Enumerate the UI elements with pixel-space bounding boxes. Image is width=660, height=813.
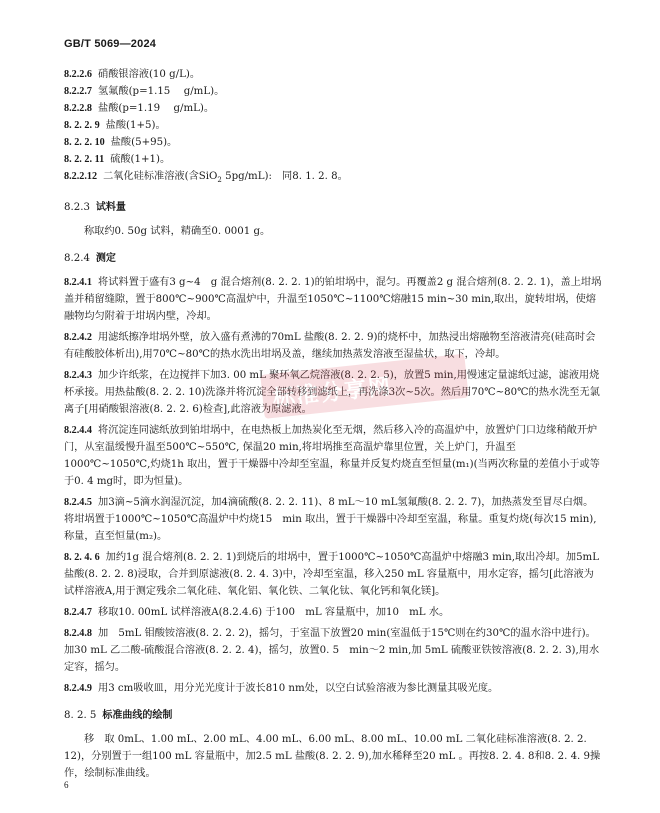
procedure-step: 8.2.4.8 加 5mL 钼酸铵溶液(8. 2. 2. 2)，摇匀，于室温下放置20 min(室温低于15℃则在约30℃的温水浴中进行)。加30 mL 乙二酸-硫酸混合溶液(8. 2. 2. 4)，摇匀，放置0. 5 min～2 min,加 5mL 硫酸亚铁铵溶液(8. 2. 2. 3),用水定容，摇匀。 [64, 628, 600, 674]
procedure-step: 8. 2. 4. 6 加约1g 混合熔剂(8. 2. 2. 1)到烧后的坩埚中，置于1000℃~1050℃高温炉中熔融3 min,取出冷却。加5mL 盐酸(8. 2. 2. 8)浸取，合并到原滤液(8. 2. 4. 3)中，冷却至室温，移入250 mL 容量瓶中，用水定容，摇匀[此溶液为试样溶液A,用于测定残余二氧化硅、氧化铝、氧化铁、二氧化钛、氧化钙和氧化镁]。 [64, 552, 599, 598]
standard-code: GB/T 5069—2024 [64, 38, 157, 50]
procedure-step: 8.2.4.4 将沉淀连同滤纸放到铂坩埚中，在电热板上加热炭化至无烟，然后移入冷的高温炉中，放置炉门口边缘稍敞开炉门，从室温缓慢升温至500℃~550℃, 保温20 min,将坩埚推至高温炉靠里位置，关上炉门，升温至1000℃~1050℃,灼烧1h 取出，置于干燥器中冷却至室温，称量并反复灼烧直至恒量(m₁)(当两次称量的差值小于或等于0. 4 mg时，即为恒量)。 [64, 425, 600, 488]
procedure-step: 8.2.4.5 加3滴~5滴水润湿沉淀，加4滴硫酸(8. 2. 2. 11)、8 mL～10 mL氢氟酸(8. 2. 2. 7)，加热蒸发至冒尽白烟。将坩埚置于1000℃~1050℃高温炉中灼烧15 min 取出，置于干燥器中冷却至室温，称量。重复灼烧(每次15 min), 称量，直至恒量(m₂)。 [64, 497, 597, 543]
reagent-item: 8. 2. 2. 11 硫酸(1+1)。 [64, 154, 171, 165]
reagent-item-12: 8.2.2.12 二氧化硅标准溶液(含SiO$_2$ 5pg/mL): 同8. 1. 2. 8。 [64, 171, 348, 185]
procedure-step: 8.2.4.7 移取10. 00mL 试样溶液A(8.2.4.6) 于100 mL 容量瓶中，加10 mL 水。 [64, 607, 450, 619]
reagent-item: 8. 2. 2. 10 盐酸(5+95)。 [64, 137, 178, 148]
procedure-step: 8.2.4.2 用滤纸擦净坩埚外壁，放入盛有煮沸的70mL 盐酸(8. 2. 2. 9)的烧杯中，加热浸出熔融物至溶液清亮(硅高时会有硅酸胶体析出),用70℃~80℃的热水洗出坩埚及盖，继续加热蒸发溶液至湿盐状，取下，冷却。 [64, 332, 596, 361]
procedure-step: 8.2.4.1 将试料置于盛有3 g~4 g 混合熔剂(8. 2. 2. 1)的铂坩埚中，混匀。再覆盖2 g 混合熔剂(8. 2. 2. 1)，盖上坩埚盖并稍留缝隙，置于800℃~900℃高温炉中，升温至1050℃~1100℃熔融15 min~30 min,取出，旋转坩埚，使熔融物均匀附着于坩埚内壁，冷却。 [64, 277, 602, 323]
reagent-item: 8.2.2.6 硝酸银溶液(10 g/L)。 [64, 69, 201, 80]
procedure-step: 8.2.4.3 加少许纸浆，在边搅拌下加3. 00 mL 聚环氧乙烷溶液(8. 2. 2. 5)，放置5 min,用慢速定量滤纸过滤，滤液用烧杯承接。用热盐酸(8. 2. 2. 10)洗涤并将沉淀全部转移到滤纸上，再洗涤3次~5次。然后用70℃~80℃的热水洗至无氯离子[用硝酸银溶液(8. 2. 2. 6)检查],此溶液为原滤液。 [64, 370, 600, 416]
sample-amount-text: 称取约0. 50g 试料，精确至0. 0001 g。 [84, 226, 271, 238]
watermark-text: 标准分享网 [271, 374, 394, 412]
section-heading-825: 8. 2. 5 标准曲线的绘制 [64, 710, 173, 722]
section-heading-823: 8.2.3 试料量 [64, 202, 126, 214]
reagent-item: 8.2.2.7 氢氟酸(p=1.15 g/mL)。 [64, 86, 225, 97]
document-body [64, 66, 602, 786]
page-number: 6 [64, 780, 69, 790]
reagent-item: 8.2.2.8 盐酸(p=1.19 g/mL)。 [64, 103, 215, 114]
reagent-item: 8. 2. 2. 9 盐酸(1+5)。 [64, 120, 166, 131]
calibration-curve-text: 移 取 0mL、1.00 mL、2.00 mL、4.00 mL、6.00 mL、8.00 mL、10.00 mL 二氧化硅标准溶液(8. 2. 2. 12)，分别置于一组100 mL 容量瓶中，加2.5 mL 盐酸(8. 2. 2. 9),加水稀释至20 mL 。再按8. 2. 4. 8和8. 2. 4. 9操作，绘制标准曲线。 [64, 734, 601, 780]
section-heading-824: 8.2.4 测定 [64, 253, 116, 265]
procedure-step: 8.2.4.9 用3 cm吸收皿，用分光光度计于波长810 nm处，以空白试验溶液为参比测量其吸光度。 [64, 683, 499, 695]
